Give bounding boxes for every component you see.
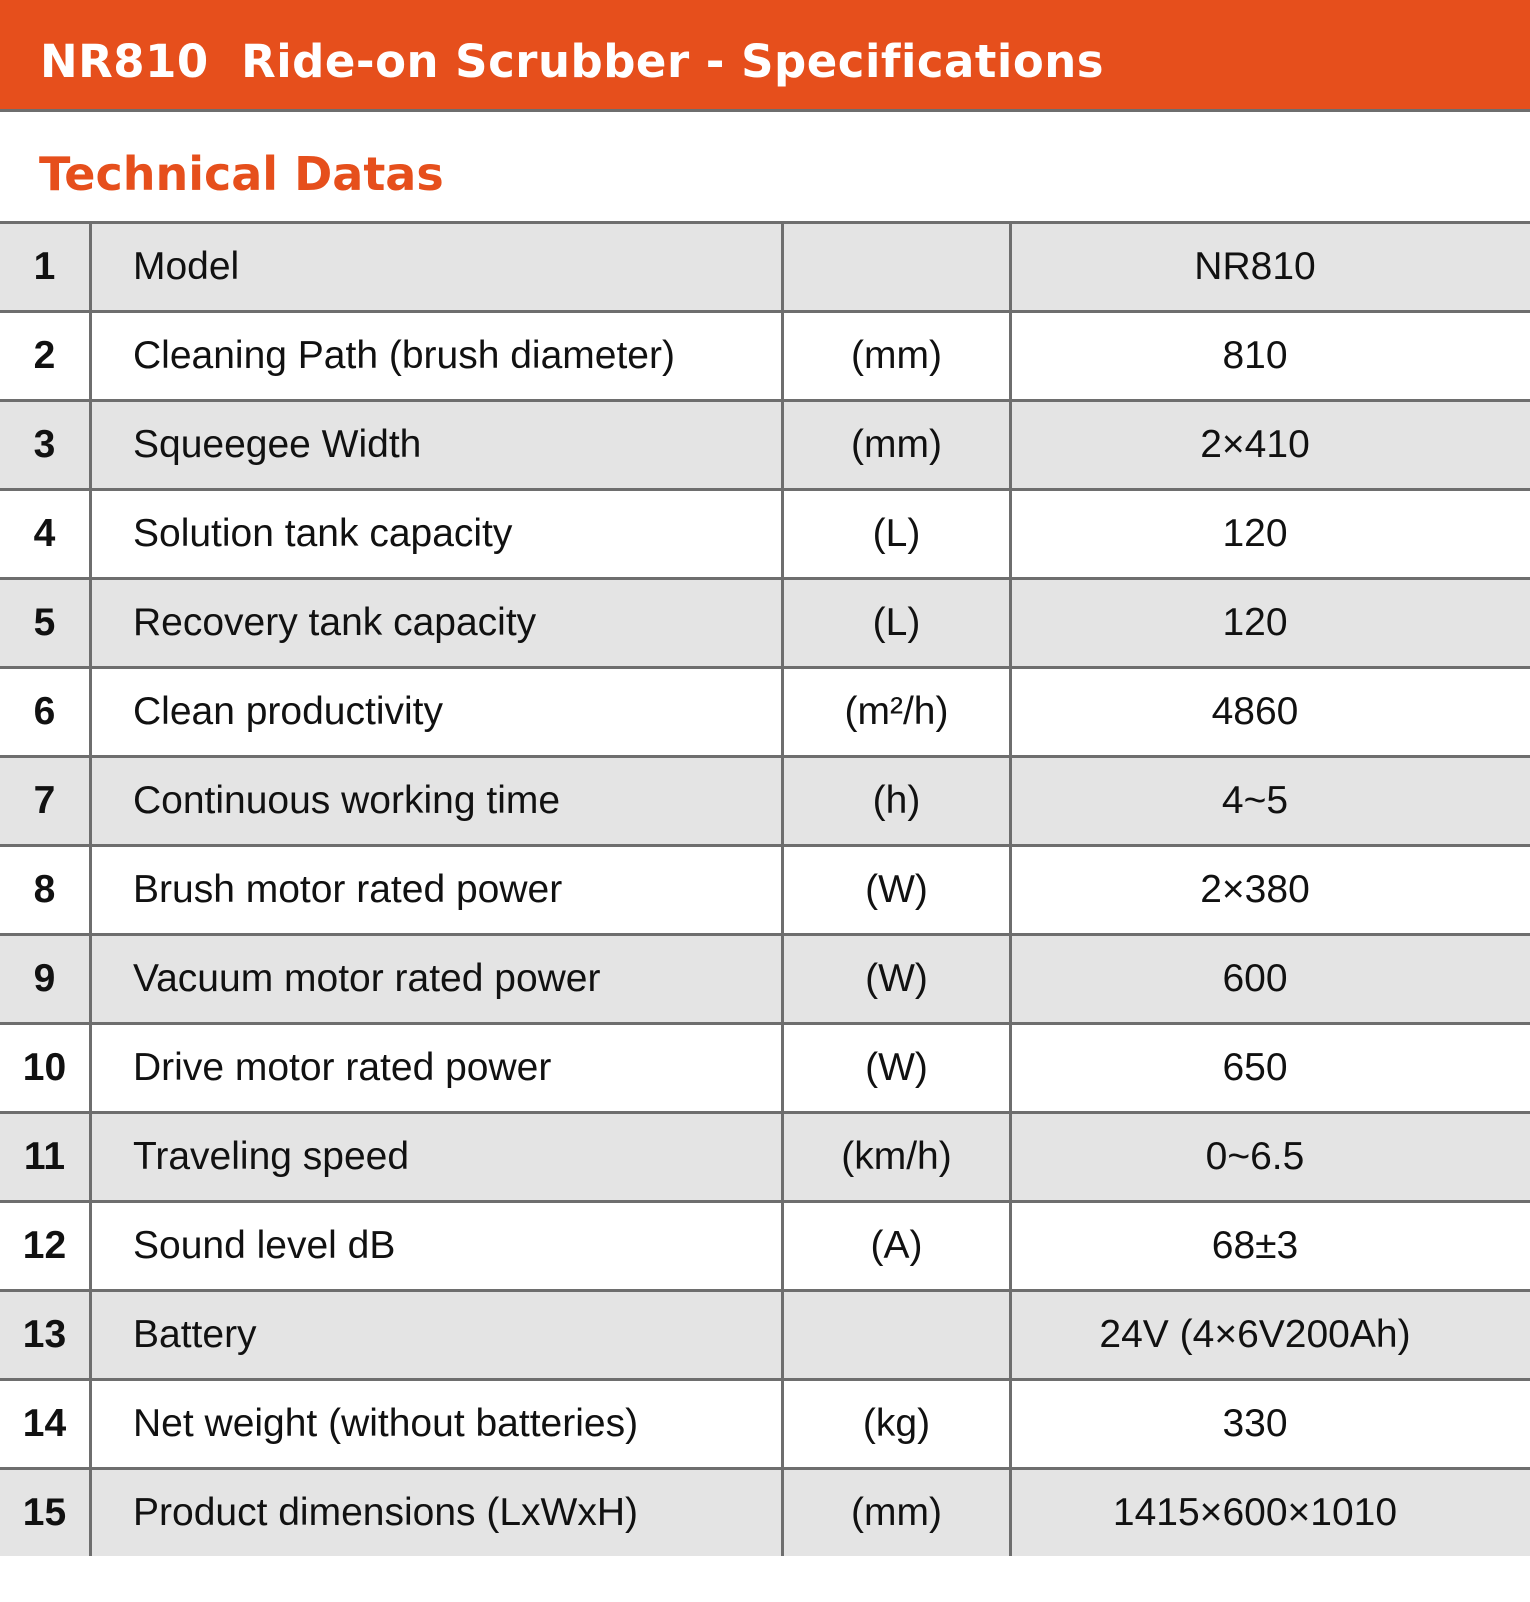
spec-unit: (h) — [783, 757, 1011, 846]
spec-value: 24V (4×6V200Ah) — [1011, 1291, 1530, 1380]
spec-name: Model — [91, 223, 783, 312]
spec-name: Drive motor rated power — [91, 1024, 783, 1113]
spec-value: 0~6.5 — [1011, 1113, 1530, 1202]
row-number: 12 — [0, 1202, 91, 1291]
row-number: 6 — [0, 668, 91, 757]
page-title: NR810 Ride-on Scrubber - Specifications — [40, 35, 1105, 88]
table-row — [0, 401, 1530, 490]
spec-value: 68±3 — [1011, 1202, 1530, 1291]
row-number: 8 — [0, 846, 91, 935]
spec-value: 650 — [1011, 1024, 1530, 1113]
spec-unit — [783, 1291, 1011, 1380]
spec-name: Net weight (without batteries) — [91, 1380, 783, 1469]
table-row — [0, 1469, 1530, 1557]
spec-name: Solution tank capacity — [91, 490, 783, 579]
row-number: 13 — [0, 1291, 91, 1380]
table-row — [0, 312, 1530, 401]
table-row — [0, 1291, 1530, 1380]
spec-unit: (mm) — [783, 312, 1011, 401]
row-number: 7 — [0, 757, 91, 846]
spec-value: 4~5 — [1011, 757, 1530, 846]
table-row — [0, 1113, 1530, 1202]
table-row — [0, 757, 1530, 846]
row-number: 10 — [0, 1024, 91, 1113]
row-number: 3 — [0, 401, 91, 490]
spec-unit: (W) — [783, 935, 1011, 1024]
table-row — [0, 490, 1530, 579]
table-row — [0, 1380, 1530, 1469]
spec-name: Traveling speed — [91, 1113, 783, 1202]
spec-name: Squeegee Width — [91, 401, 783, 490]
spec-name: Clean productivity — [91, 668, 783, 757]
spec-unit: (km/h) — [783, 1113, 1011, 1202]
spec-value: 330 — [1011, 1380, 1530, 1469]
spec-value: NR810 — [1011, 223, 1530, 312]
spec-value: 600 — [1011, 935, 1530, 1024]
row-number: 1 — [0, 223, 91, 312]
table-row — [0, 668, 1530, 757]
row-number: 14 — [0, 1380, 91, 1469]
table-row — [0, 935, 1530, 1024]
spec-unit: (W) — [783, 846, 1011, 935]
spec-unit: (mm) — [783, 401, 1011, 490]
row-number: 5 — [0, 579, 91, 668]
spec-name: Battery — [91, 1291, 783, 1380]
section-title: Technical Datas — [39, 147, 444, 201]
table-row — [0, 579, 1530, 668]
row-number: 15 — [0, 1469, 91, 1557]
header-banner — [0, 0, 1530, 112]
row-number: 11 — [0, 1113, 91, 1202]
table-row — [0, 1024, 1530, 1113]
spec-value: 120 — [1011, 579, 1530, 668]
spec-name: Product dimensions (LxWxH) — [91, 1469, 783, 1557]
spec-unit: (A) — [783, 1202, 1011, 1291]
spec-value: 2×410 — [1011, 401, 1530, 490]
row-number: 9 — [0, 935, 91, 1024]
row-number: 4 — [0, 490, 91, 579]
spec-unit: (kg) — [783, 1380, 1011, 1469]
spec-table — [0, 221, 1530, 1556]
spec-unit: (L) — [783, 490, 1011, 579]
spec-value: 2×380 — [1011, 846, 1530, 935]
spec-value: 1415×600×1010 — [1011, 1469, 1530, 1557]
row-number: 2 — [0, 312, 91, 401]
spec-unit: (mm) — [783, 1469, 1011, 1557]
spec-unit: (L) — [783, 579, 1011, 668]
spec-name: Cleaning Path (brush diameter) — [91, 312, 783, 401]
spec-table-body — [0, 223, 1530, 1557]
spec-unit — [783, 223, 1011, 312]
spec-unit: (m²/h) — [783, 668, 1011, 757]
spec-name: Brush motor rated power — [91, 846, 783, 935]
spec-value: 4860 — [1011, 668, 1530, 757]
spec-value: 810 — [1011, 312, 1530, 401]
spec-name: Sound level dB — [91, 1202, 783, 1291]
table-row — [0, 846, 1530, 935]
spec-name: Continuous working time — [91, 757, 783, 846]
spec-name: Vacuum motor rated power — [91, 935, 783, 1024]
spec-unit: (W) — [783, 1024, 1011, 1113]
spec-value: 120 — [1011, 490, 1530, 579]
table-row — [0, 1202, 1530, 1291]
spec-name: Recovery tank capacity — [91, 579, 783, 668]
table-row — [0, 223, 1530, 312]
